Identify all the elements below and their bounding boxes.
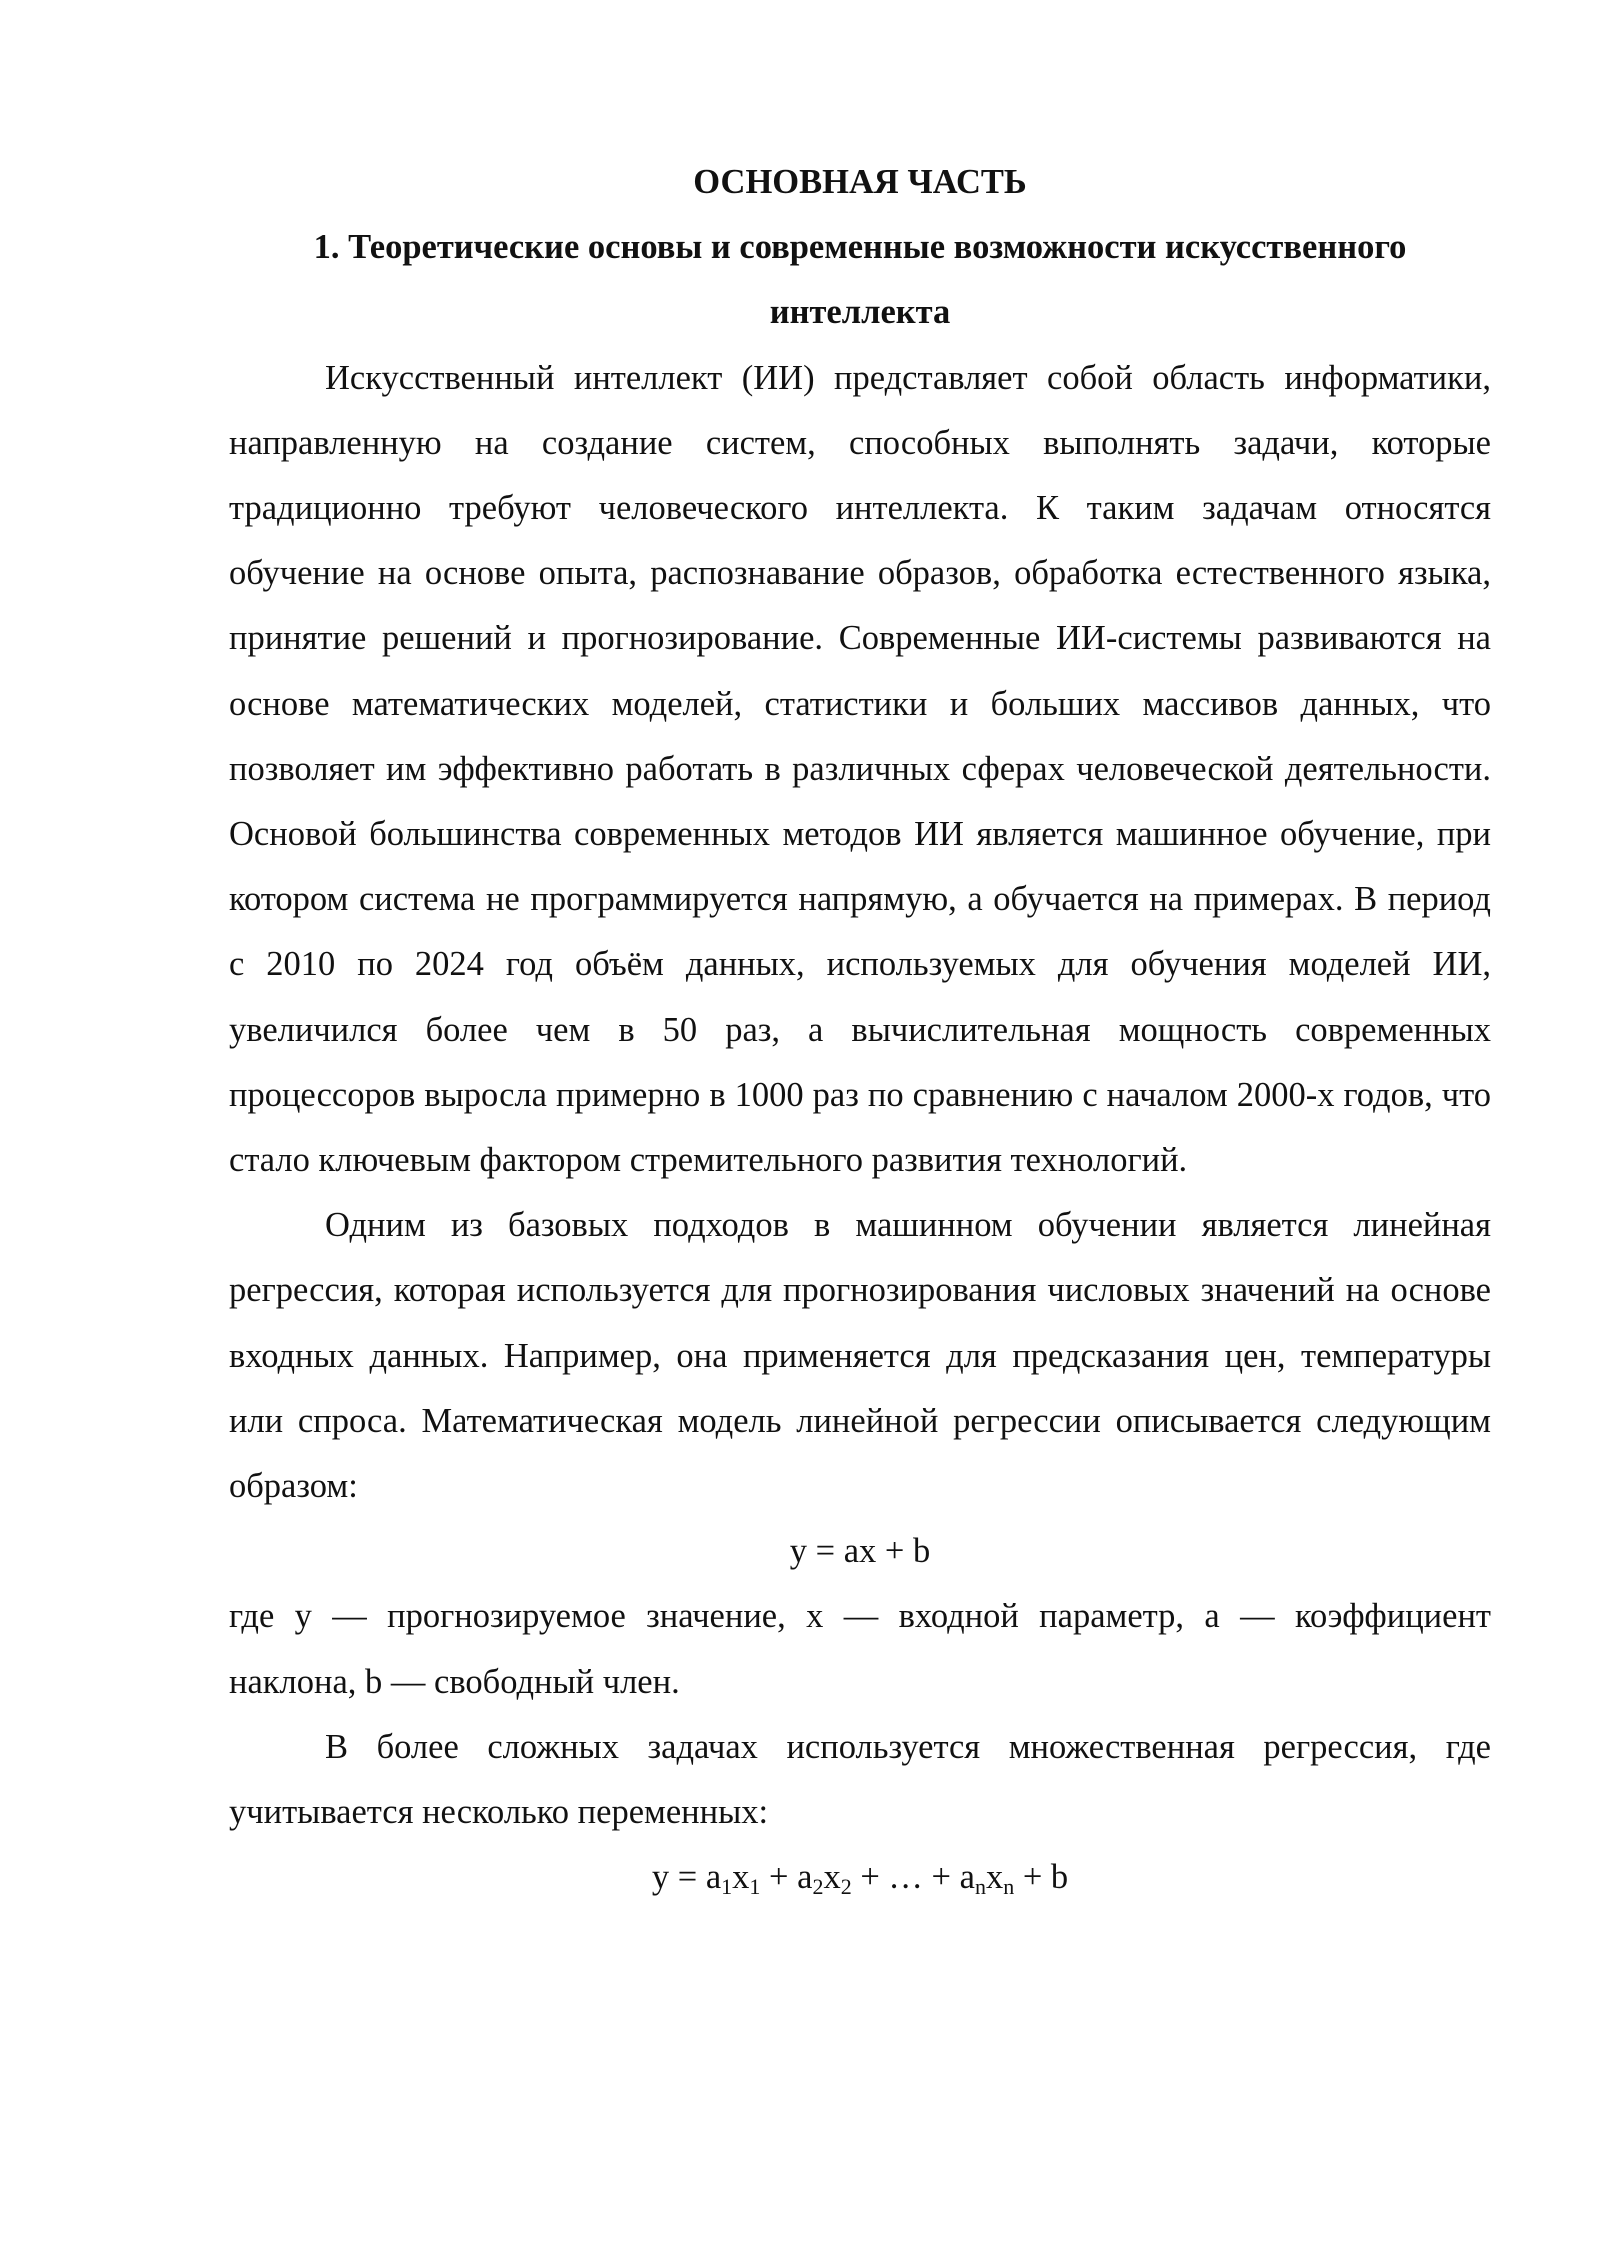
formula-tail: + b — [1014, 1858, 1069, 1897]
formula-plus-ellipsis: + … + — [851, 1858, 960, 1897]
formula-term-1-var: x — [732, 1858, 750, 1897]
formula-multiple-regression — [229, 1845, 1491, 1910]
formula-term-n-coef: a — [959, 1858, 975, 1897]
document-page — [229, 150, 1491, 1910]
formula-term-1-coef-subscript: 1 — [721, 1874, 733, 1900]
formula-lhs: y = — [651, 1858, 706, 1897]
paragraph-intro: Искусственный интеллект (ИИ) представляет собой область информатики, направленную на создание систем, способных выполнять задачи, которые традиционно требуют человеческого интеллекта. К таким задачам относятся обучение на основе опыта, распознавание образов, обработка естественного языка, принятие решений и прогнозирование. Современные ИИ-системы развиваются на основе математических моделей, статистики и больших массивов данных, что позволяет им эффективно работать в различных сферах человеческой деятельности. Основой большинства современных методов ИИ является машинное обучение, при котором система не программируется напрямую, а обучается на примерах. В период с 2010 по 2024 год объём данных, используемых для обучения моделей ИИ, увеличился более чем в 50 раз, а вычислительная мощность современных процессоров выросла примерно в 1000 раз по сравнению с началом 2000-х годов, что стало ключевым фактором стремительного развития технологий. — [229, 358, 1491, 1180]
formula-term-2-var: x — [823, 1858, 841, 1897]
chapter-title: 1. Теоретические основы и современные возможности искусственного интеллекта — [313, 228, 1407, 332]
formula-term-1-var-subscript: 1 — [749, 1874, 761, 1900]
formula-term-n-var-subscript: n — [1003, 1874, 1015, 1900]
formula-term-1-coef: a — [705, 1858, 722, 1897]
formula-term-2-var-subscript: 2 — [840, 1874, 852, 1900]
formula-term-n-var: x — [985, 1858, 1004, 1897]
paragraph-multiple-regression: В более сложных задачах используется множественная регрессия, где учитывается несколько переменных: — [229, 1727, 1491, 1832]
paragraph-formula-legend: где y — прогнозируемое значение, x — входной параметр, a — коэффициент наклона, b — свободный член. — [229, 1597, 1491, 1701]
section-heading: ОСНОВНАЯ ЧАСТЬ — [693, 163, 1027, 201]
formula-term-2-coef: a — [797, 1858, 813, 1897]
paragraph-linear-regression: Одним из базовых подходов в машинном обучении является линейная регрессия, которая используется для прогнозирования числовых значений на основе входных данных. Например, она применяется для предсказания цен, температуры или спроса. Математическая модель линейной регрессии описывается следующим образом: — [229, 1206, 1491, 1506]
formula-plus-1: + — [760, 1858, 798, 1897]
formula-term-2-coef-subscript: 2 — [812, 1874, 824, 1900]
formula-linear-regression: y = ax + b — [789, 1532, 931, 1571]
formula-term-n-coef-subscript: n — [974, 1874, 986, 1900]
